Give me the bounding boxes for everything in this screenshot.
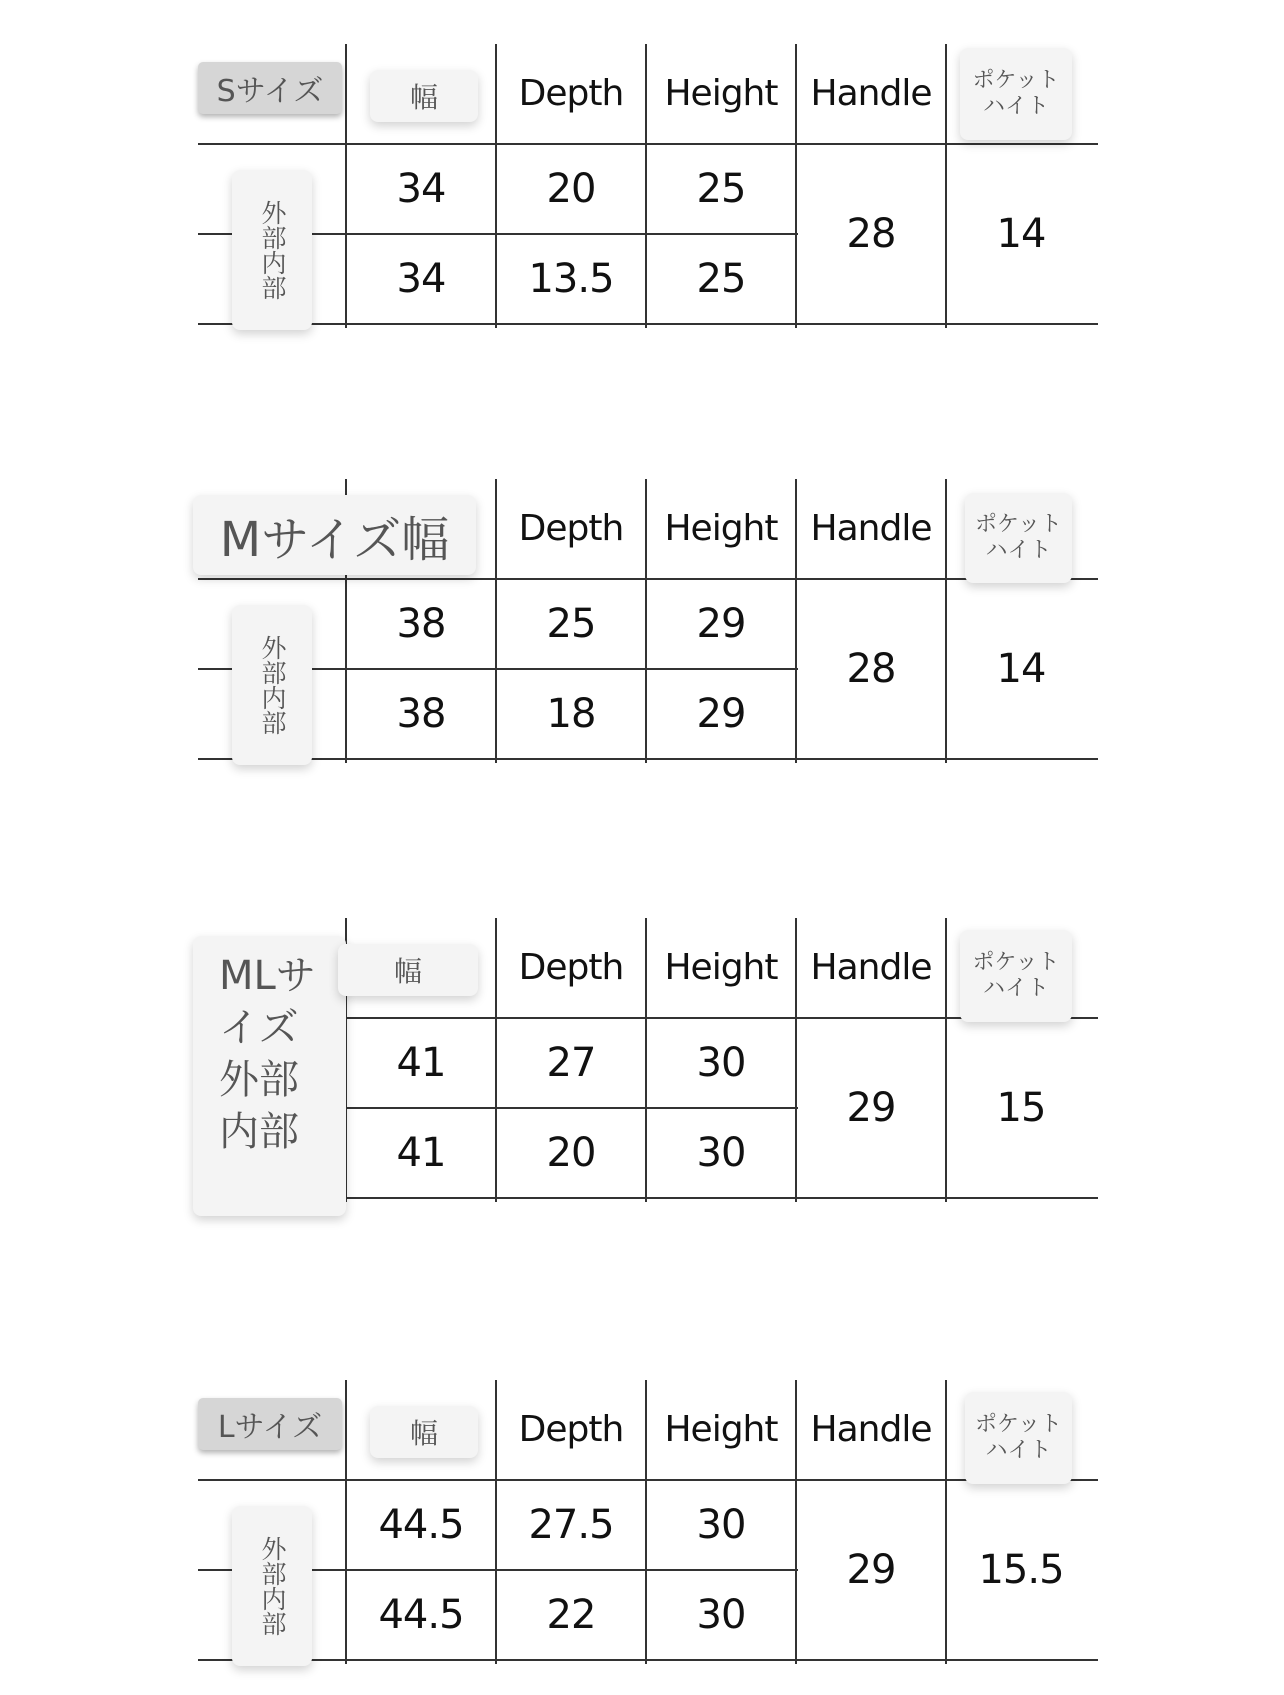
pocket-height-value: 14 <box>996 646 1046 692</box>
handle-value: 28 <box>846 646 896 692</box>
handle-header: Handle <box>810 73 932 114</box>
pocket-height-header-chip: ポケットハイト <box>965 1392 1072 1484</box>
handle-value: 28 <box>846 211 896 257</box>
pocket-height-value: 15.5 <box>978 1547 1064 1593</box>
size-table-ml <box>0 914 1284 1214</box>
handle-header: Handle <box>810 947 932 988</box>
size-label-chip: MLサイズ外部内部 <box>193 936 346 1216</box>
pocket-height-header-chip: ポケットハイト <box>960 48 1072 140</box>
outer-inner-label-chip: 外部内部 <box>232 170 312 330</box>
size-table-s <box>0 40 1284 340</box>
inner-depth-value: 22 <box>546 1592 596 1638</box>
inner-depth-value: 20 <box>546 1130 596 1176</box>
height-header: Height <box>664 73 778 114</box>
inner-width-value: 34 <box>396 256 446 302</box>
outer-width-value: 44.5 <box>378 1502 464 1548</box>
inner-height-value: 29 <box>696 691 746 737</box>
inner-width-value: 44.5 <box>378 1592 464 1638</box>
depth-header: Depth <box>518 947 624 988</box>
pocket-height-header-chip: ポケットハイト <box>960 930 1072 1022</box>
depth-header: Depth <box>518 73 624 114</box>
outer-height-value: 25 <box>696 166 746 212</box>
inner-depth-value: 13.5 <box>528 256 614 302</box>
outer-depth-value: 20 <box>546 166 596 212</box>
pocket-height-header-chip: ポケットハイト <box>965 493 1072 583</box>
outer-depth-value: 25 <box>546 601 596 647</box>
inner-width-value: 38 <box>396 691 446 737</box>
size-table-m <box>0 475 1284 775</box>
inner-width-value: 41 <box>396 1130 446 1176</box>
pocket-height-value: 14 <box>996 211 1046 257</box>
height-header: Height <box>664 1409 778 1450</box>
outer-width-value: 41 <box>396 1040 446 1086</box>
outer-inner-label-chip: 外部内部 <box>232 605 312 765</box>
height-header: Height <box>664 508 778 549</box>
handle-header: Handle <box>810 1409 932 1450</box>
outer-depth-value: 27.5 <box>528 1502 614 1548</box>
inner-height-value: 30 <box>696 1130 746 1176</box>
depth-header: Depth <box>518 1409 624 1450</box>
outer-depth-value: 27 <box>546 1040 596 1086</box>
handle-value: 29 <box>846 1547 896 1593</box>
outer-width-value: 34 <box>396 166 446 212</box>
width-header-chip: 幅 <box>370 1406 478 1458</box>
outer-height-value: 30 <box>696 1040 746 1086</box>
height-header: Height <box>664 947 778 988</box>
size-label-chip: Lサイズ <box>198 1398 342 1450</box>
size-label-chip: Mサイズ幅 <box>193 495 476 575</box>
inner-height-value: 25 <box>696 256 746 302</box>
inner-height-value: 30 <box>696 1592 746 1638</box>
outer-width-value: 38 <box>396 601 446 647</box>
grid-line <box>198 1659 1098 1661</box>
grid-line <box>198 323 1098 325</box>
outer-height-value: 30 <box>696 1502 746 1548</box>
width-header-chip: 幅 <box>370 70 478 122</box>
width-header-chip: 幅 <box>338 944 478 996</box>
handle-value: 29 <box>846 1085 896 1131</box>
pocket-height-value: 15 <box>996 1085 1046 1131</box>
outer-height-value: 29 <box>696 601 746 647</box>
size-label-chip: Sサイズ <box>198 62 342 114</box>
grid-line <box>198 758 1098 760</box>
size-table-l <box>0 1376 1284 1676</box>
inner-depth-value: 18 <box>546 691 596 737</box>
handle-header: Handle <box>810 508 932 549</box>
outer-inner-label-chip: 外部内部 <box>232 1506 312 1666</box>
depth-header: Depth <box>518 508 624 549</box>
